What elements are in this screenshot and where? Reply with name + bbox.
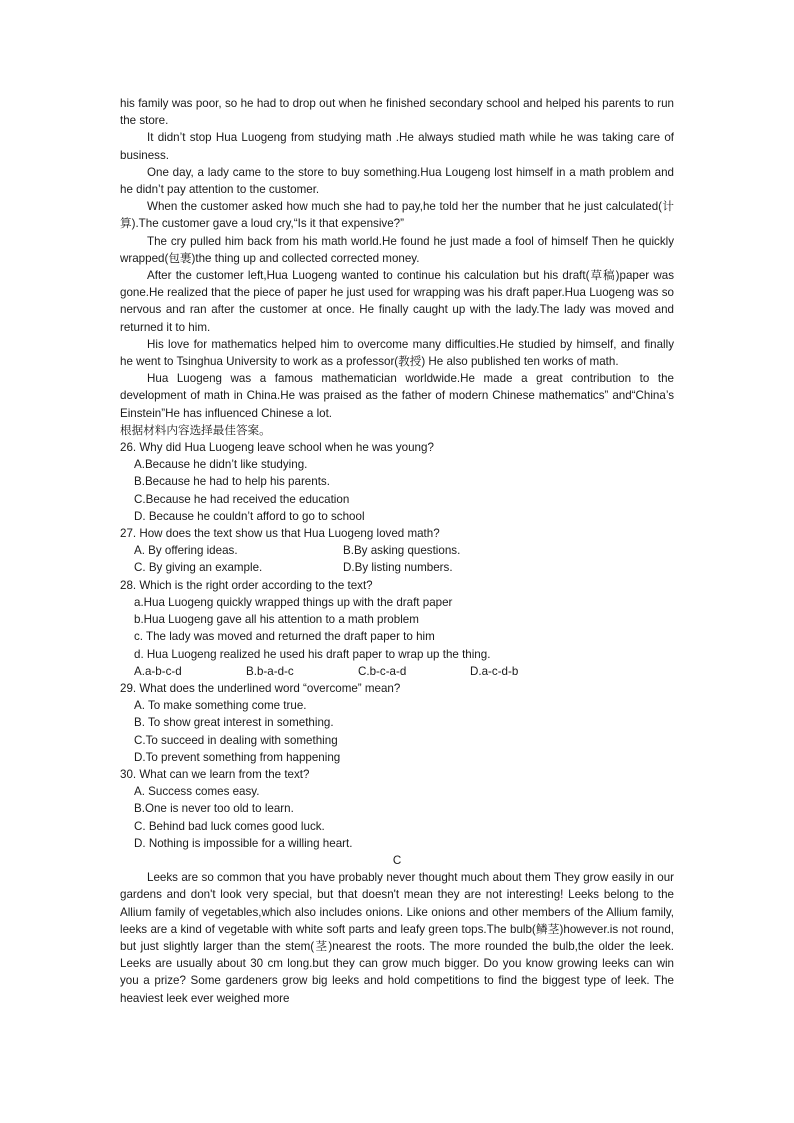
option-d: D.By listing numbers. [343, 561, 453, 575]
question-29 [120, 680, 674, 766]
option-b: B.One is never too old to learn. [134, 802, 294, 816]
event-item: d. Hua Luogeng realized he used his draft paper to wrap up the thing. [134, 647, 491, 661]
option-a: A.a-b-c-d [134, 664, 182, 678]
option-c: C.To succeed in dealing with something [134, 733, 338, 747]
option-d: D.a-c-d-b [470, 664, 519, 678]
section-heading: C [392, 853, 402, 867]
option-b: B.Because he had to help his parents. [134, 475, 330, 489]
passage-b-paragraph: The cry pulled him back from his math world.He found he just made a fool of himself Then he quickly wrapped(包裹)the thing up and collected corrected money. [120, 234, 674, 265]
question-stem: 28. Which is the right order according to the text? [120, 578, 373, 592]
question-stem: 26. Why did Hua Luogeng leave school when he was young? [120, 441, 434, 455]
option-c: C.Because he had received the education [134, 492, 350, 506]
passage-b-paragraph: It didn’t stop Hua Luogeng from studying math .He always studied math while he was taking care of business. [120, 131, 674, 162]
option-a: A.Because he didn’t like studying. [134, 458, 308, 472]
passage-b-paragraph: When the customer asked how much she had to pay,he told her the number that he just calculated(计算).The customer gave a loud cry,“Is it that expensive?” [120, 200, 674, 231]
exam-page [120, 95, 674, 1007]
passage-b-paragraph: His love for mathematics helped him to overcome many difficulties.He studied by himself, and finally he went to Tsinghua University to work as a professor(教授) He also published ten works of math. [120, 337, 674, 369]
option-b: B. To show great interest in something. [134, 716, 334, 730]
option-d: D. Because he couldn’t afford to go to school [134, 509, 365, 523]
passage-b-paragraph: One day, a lady came to the store to buy something.Hua Lougeng lost himself in a math problem and he didn’t pay attention to the customer. [120, 165, 674, 197]
option-c: C. By giving an example. [134, 561, 263, 575]
question-stem: 29. What does the underlined word “overcome” mean? [120, 681, 401, 695]
question-stem: 27. How does the text show us that Hua Luogeng loved math? [120, 527, 440, 541]
passage-c-paragraph: Leeks are so common that you have probably never thought much about them They grow easily in our gardens and don't look very special, but that doesn't mean they are not interesting! Leeks belong to the Allium family of vegetables,which also includes onions. Like onions and other members of the Allium family, leeks are a kind of vegetable with white soft parts and leafy green tops.The bulb(鳞茎)however.is not round, but just slightly larger than the stem(茎)nearest the roots. The more rounded the bulb,the older the leek. Leeks are usually about 30 cm long.but they can grow much bigger. Do you know growing leeks can win you a prize? Some gardeners grow big leeks and hold competitions to find the biggest type of leek. The heaviest leek ever weighed more [120, 871, 674, 1005]
question-27 [120, 525, 674, 577]
question-30 [120, 766, 674, 852]
question-26 [120, 439, 674, 525]
option-c: C. Behind bad luck comes good luck. [134, 819, 325, 833]
question-stem: 30. What can we learn from the text? [120, 767, 310, 781]
option-row [120, 559, 674, 576]
instruction: 根据材料内容选择最佳答案。 [120, 423, 271, 437]
option-b: B.b-a-d-c [246, 664, 294, 678]
event-item: b.Hua Luogeng gave all his attention to a math problem [134, 613, 419, 627]
event-item: c. The lady was moved and returned the draft paper to him [134, 630, 435, 644]
option-row [120, 542, 674, 559]
passage-b-paragraph: After the customer left,Hua Luogeng wanted to continue his calculation but his draft(草稿)paper was gone.He realized that the piece of paper he just used for wrapping was his draft paper.Hua Luogeng was so nervous and ran after the customer at once. He finally caught up with the lady.The lady was moved and returned it to him. [120, 269, 674, 334]
option-a: A. Success comes easy. [134, 785, 260, 799]
option-d: D.To prevent something from happening [134, 750, 341, 764]
option-b: B.By asking questions. [343, 544, 461, 558]
option-c: C.b-c-a-d [358, 664, 407, 678]
option-row [120, 663, 674, 680]
option-d: D. Nothing is impossible for a willing heart. [134, 836, 353, 850]
question-28 [120, 577, 674, 680]
passage-b-paragraph: Hua Luogeng was a famous mathematician worldwide.He made a great contribution to the development of math in China.He was praised as the father of modern Chinese mathematics” and“China’s Einstein”He has influenced Chinese a lot. [120, 372, 674, 420]
passage-b-paragraph: his family was poor, so he had to drop out when he finished secondary school and helped his parents to run the store. [120, 97, 674, 128]
event-item: a.Hua Luogeng quickly wrapped things up with the draft paper [134, 595, 453, 609]
option-a: A. By offering ideas. [134, 544, 238, 558]
option-a: A. To make something come true. [134, 699, 307, 713]
